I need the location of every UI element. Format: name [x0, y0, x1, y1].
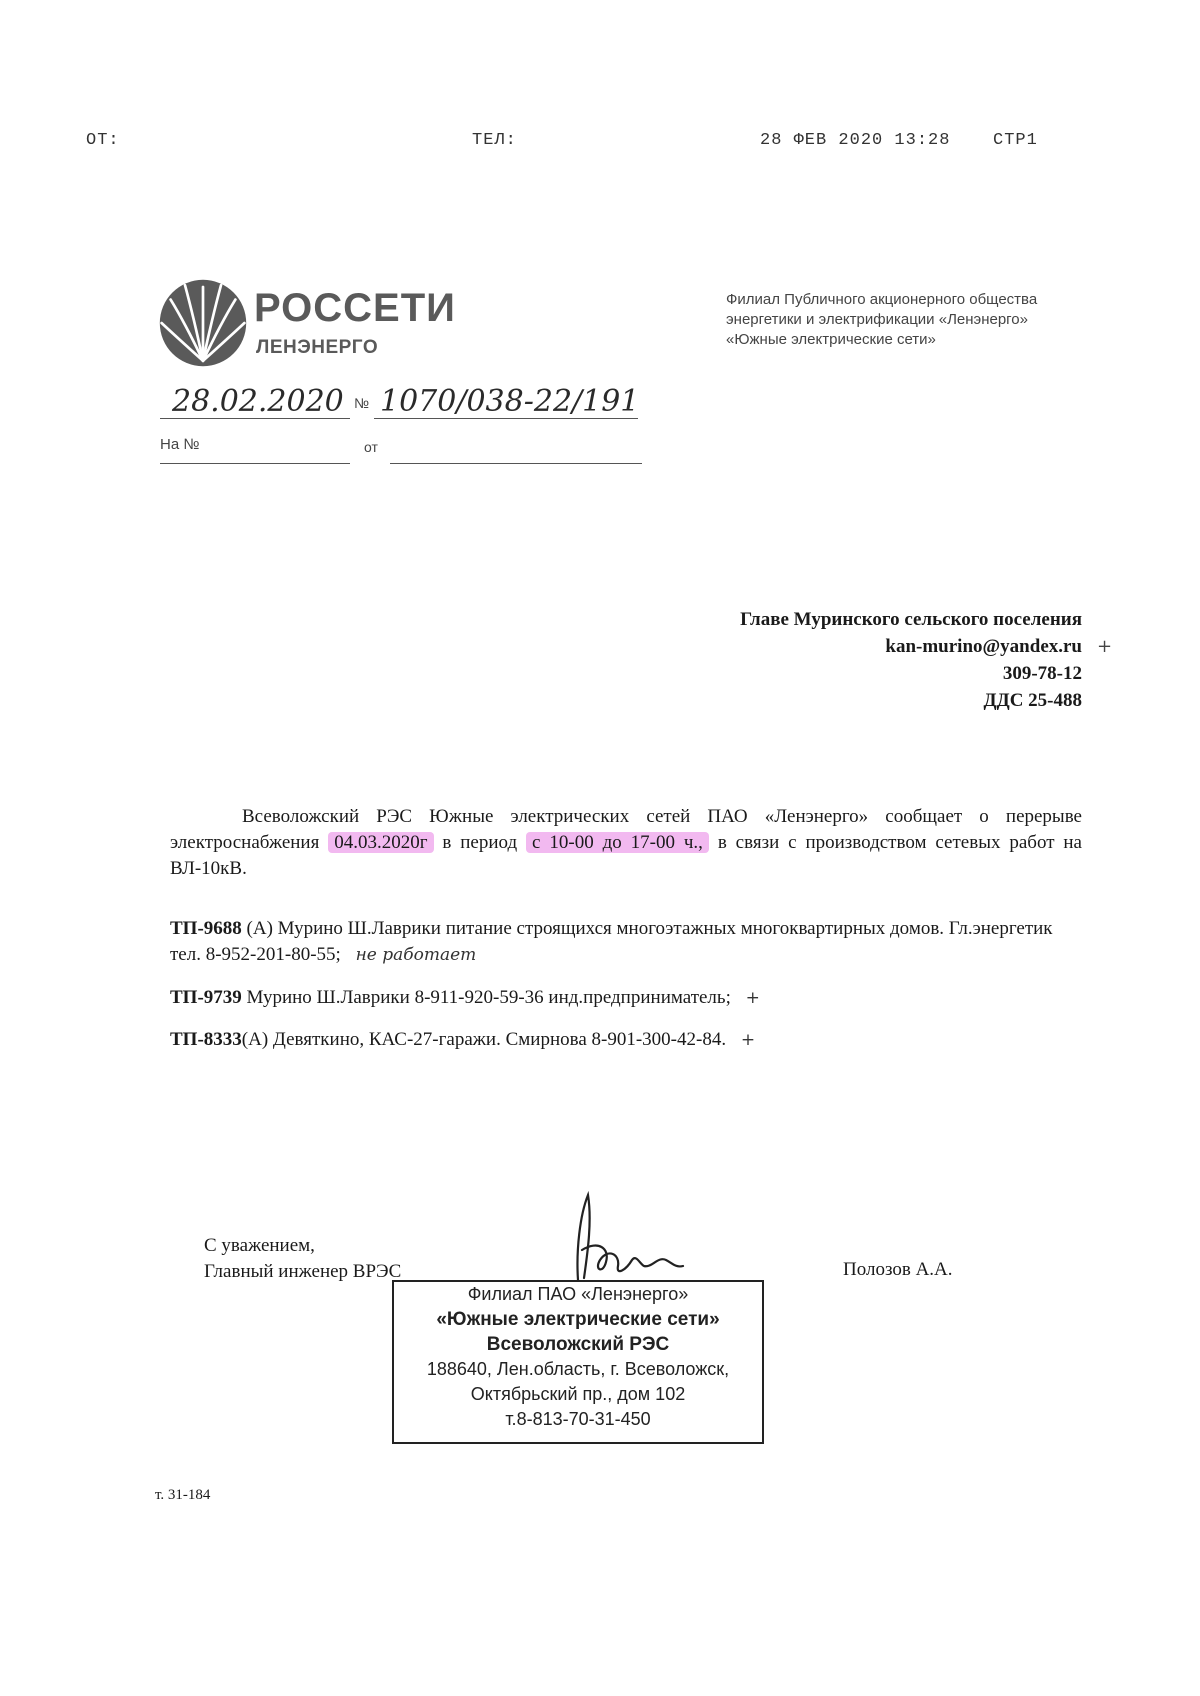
organization-stamp: [392, 1280, 764, 1444]
substation-item: [170, 916, 1082, 968]
addressee-title: Главе Муринского сельского поселения: [740, 609, 1082, 630]
brand-name: РОССЕТИ: [254, 286, 456, 330]
stamp-line: Филиал ПАО «Ленэнерго»: [467, 1284, 689, 1304]
stamp-line: Октябрьский пр., дом 102: [470, 1384, 686, 1404]
substation-text: (А) Девяткино, КАС-27-гаражи. Смирнова 8-901-300-42-84.: [241, 1029, 727, 1050]
org-line: энергетики и электрификации «Ленэнерго»: [726, 311, 1028, 328]
period-label: в период: [442, 832, 518, 853]
substation-text: Мурино Ш.Лаврики 8-911-920-59-36 инд.предприниматель;: [246, 987, 731, 1008]
signer-name: Полозов А.А.: [843, 1259, 953, 1280]
handwritten-note: не работает: [355, 945, 477, 965]
stamp-line: «Южные электрические сети»: [436, 1309, 720, 1330]
stamp-line: т.8-813-70-31-450: [505, 1409, 651, 1429]
org-address-block: [726, 290, 1066, 350]
outage-reason: в связи с производством сетевых работ на ВЛ-10кВ.: [170, 832, 1082, 879]
reference-date-line: [390, 463, 642, 464]
fax-from-label: ОТ:: [86, 131, 120, 150]
substation-code: ТП-9688: [170, 918, 242, 939]
org-line: «Южные электрические сети»: [726, 331, 936, 348]
handwritten-note: +: [745, 988, 760, 1008]
fax-page-number: СТР1: [993, 131, 1038, 150]
outage-time-highlight: с 10-00 до 17-00 ч.,: [526, 832, 709, 853]
registration-number-line: [374, 418, 638, 419]
registration-date: 28.02.2020: [172, 384, 344, 419]
email-check-mark: +: [1097, 636, 1113, 657]
stamp-line: 188640, Лен.область, г. Всеволожск,: [426, 1359, 730, 1379]
registration-date-line: [160, 418, 350, 419]
addressee-dds: ДДС 25-488: [983, 690, 1082, 711]
substation-item: [170, 1027, 1082, 1053]
outage-date-highlight: 04.03.2020г: [328, 832, 433, 853]
substation-text: (А) Мурино Ш.Лаврики питание строящихся многоэтажных многоквартирных домов. Гл.энергетик тел. 8-952-201-80-55;: [170, 918, 1053, 965]
org-line: Филиал Публичного акционерного общества: [726, 291, 1038, 308]
reference-no-line: [160, 463, 350, 464]
handwritten-note: +: [740, 1030, 756, 1050]
addressee-block: [740, 606, 1082, 714]
handwritten-signature: [548, 1190, 688, 1285]
fax-tel-label: ТЕЛ:: [472, 131, 517, 150]
brand-subtitle: ЛЕНЭНЕРГО: [256, 337, 379, 358]
fax-datetime: 28 ФЕВ 2020 13:28: [760, 131, 951, 150]
body-paragraph: [170, 804, 1082, 882]
substation-code: ТП-8333: [170, 1029, 242, 1050]
addressee-email: kan-murino@yandex.ru: [885, 636, 1082, 657]
closing-block: [204, 1233, 401, 1285]
substation-item: [170, 985, 1082, 1011]
registration-no-label: №: [354, 395, 370, 411]
addressee-phone: 309-78-12: [1002, 663, 1082, 684]
body-intro: Всеволожский РЭС Южные электрических сетей ПАО «Ленэнерго» сообщает о перерыве электроснабжения: [170, 806, 1082, 853]
reference-no-label: На №: [160, 436, 200, 453]
signer-position: Главный инженер ВРЭС: [204, 1261, 402, 1282]
stamp-line: Всеволожский РЭС: [486, 1334, 670, 1355]
closing-greeting: С уважением,: [204, 1235, 315, 1256]
executor-phone-code: т. 31-184: [155, 1487, 211, 1503]
registration-number: 1070/038-22/191: [380, 384, 640, 419]
substation-code: ТП-9739: [170, 987, 242, 1008]
rosseti-logo-icon: [158, 278, 248, 368]
reference-from-label: от: [364, 439, 378, 455]
